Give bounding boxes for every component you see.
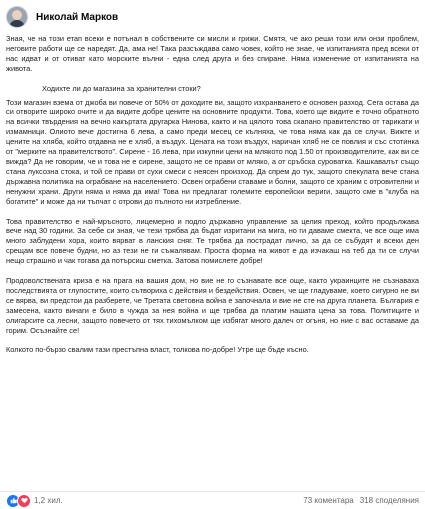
post-footer	[0, 491, 425, 509]
heart-icon	[21, 497, 28, 504]
thumbs-up-icon	[10, 497, 17, 504]
post-paragraph: Колкото по-бързо свалим тази престъпна власт, толкова по-добре! Утре ще бъде късно.	[6, 345, 309, 355]
reactions-count: 1,2 хил.	[34, 496, 63, 505]
post-stats	[303, 496, 419, 505]
post-paragraph: Ходихте ли до магазина за хранителни стоки?	[42, 83, 201, 93]
love-reaction-icon	[17, 494, 31, 508]
post-paragraph: Зная, че на този етап всеки е потънал в собствените си мисли и грижи. Смятя, че ако реши този или онзи проблем, неговите работи ще се наредят. Да, ама не! Така разсъждава само човек, който не знае, че изпитанията пред всеки от нас идват и от отиват като морските вълни - една след друга и без спиране. Няма изменение от изпитанията на живота.	[6, 34, 419, 73]
post-header	[0, 0, 425, 34]
post-paragraph: Този магазин взема от джоба ви повече от 50% от доходите ви, защото изхранването е основен разход. Сега остава да си отворите широко очите и да видите добре цените на основните продукти. Това, което ще видите е точно обратното на всички твърдения на вечно какъртата другарка Нинова, както и на цялото това скапано правителство от тарикати и измамници. Олиото вече достигна 6 лева, а само преди месец се кълняха, че това няма как да се случи. Вижте и цените на хляба, който отдавна не е хляб, а въздух. Цената на този въздух, наричан хляб не се повлия и със стотинка от "мерките на правителството". Сирене - 16 лева, при изкупни цени на млякото под 1.50 от производителите, как ви се вижда? Да не говорим, че и това не е сирене, защото не се прави от мляко, а от сръбска суроватка. Кашкавалът също стана луксозна стока, и той се прави от сухи смеси с неясен произход. Да спрем до тук, защото спекулата вече стана държавна политика на ограбване на населението. Освен ограбени ставаме и болни, защото се храним с отровителни и ненужни храни. Други няма и няма да има! Това ни предлагат големите европейски вериги, защото сме в "клуба на богатите" и може да ни тъпчат с отрови до пълното ни изтребление.	[6, 97, 419, 206]
reactions-summary[interactable]	[6, 494, 63, 508]
shares-count[interactable]: 318 споделяния	[359, 496, 419, 505]
comments-count[interactable]: 73 коментара	[303, 496, 354, 505]
post-body	[0, 34, 425, 355]
author-name[interactable]: Николай Марков	[36, 11, 119, 23]
post-paragraph: Продоволствената криза е на прага на вашия дом, но вие не го съзнавате все още, както украинците не съзнаваха последствията от глупостите, които сътвориха с действия и бездействия. Освен, че ще гладуваме, което сигурно не ви се вярва, ви предстои да разберете, че Третата световна война е започнала и вие не сте на друга планета. България е замесена, както винаги е било в чужда за нея война и ще трябва да платим нашата цена за това. Политиците и олигарсите са лесни, защото повечето от тях тихомълком ще избягат много далеч от огъня, но ние с вас оставаме да горим. Осъзнайте се!	[6, 276, 419, 335]
post-paragraph: Това правителство е най-мръсното, лицемерно и подло държавно управление за целия преход, който продължава вече над 30 години. За себе си зная, че тези трябва да бъдат изритани на мига, но ги даваме смекта, че все още има много заблудени хора, които вярват в ланския сняг. Те трябва да пострадат лично, за да се събудят и всеки ден срещам все повече будни, но аз тези не ги съжалявам. Проста форма на живот е да изчакаш на теб да ти се случи нещо страшно и чак тогава да потърсиш сметка. Затова помислете добре!	[6, 216, 419, 266]
author-avatar[interactable]	[6, 6, 28, 28]
